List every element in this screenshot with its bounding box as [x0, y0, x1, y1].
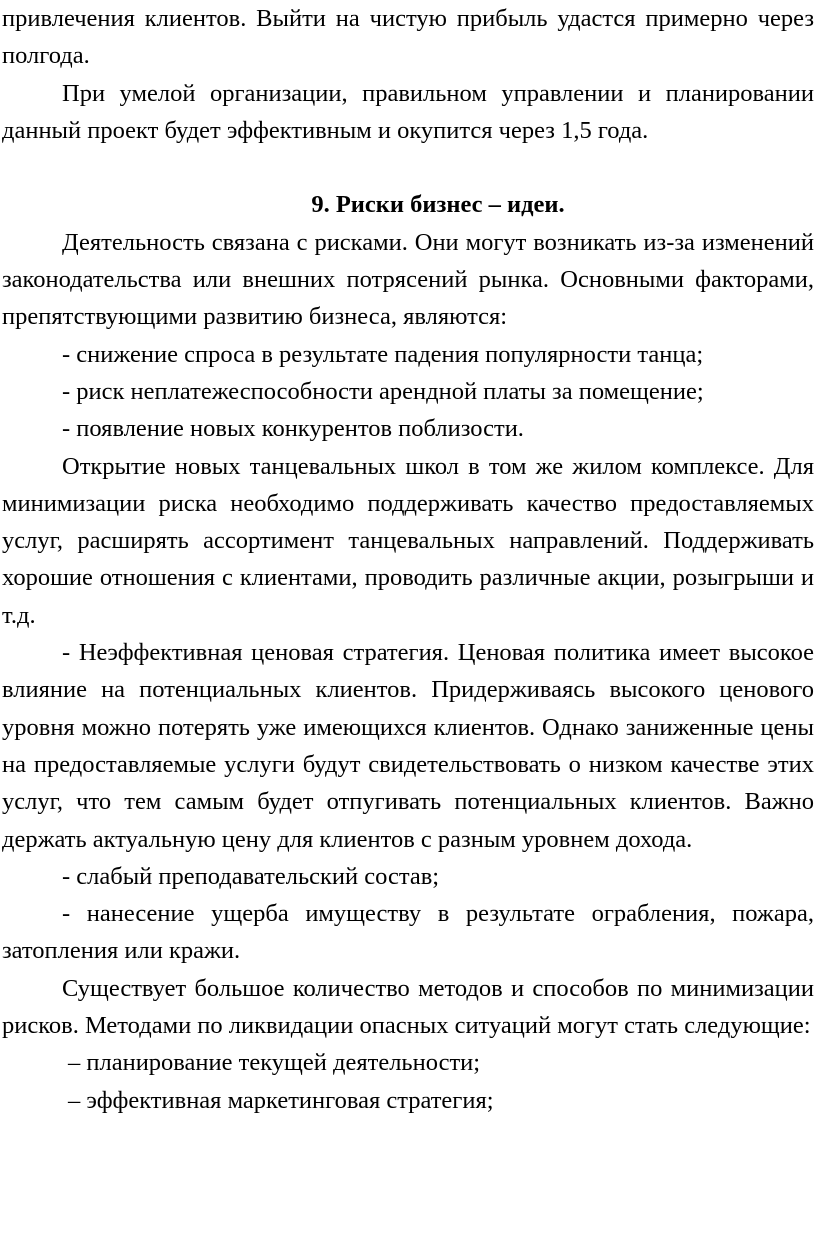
list-item-planning: – планирование текущей деятельности; — [68, 1049, 481, 1077]
list-item-property-damage: - нанесение ущерба имуществу в результате ограбления, пожара, затопления или кражи. — [2, 900, 814, 965]
paragraph-client-acquisition: привлечения клиентов. Выйти на чистую прибыль удастся примерно через полгода. — [2, 5, 814, 70]
paragraph-risks-intro: Деятельность связана с рисками. Они могут возникать из-за изменений законодательства или внешних потрясений рынка. Основными факторами, препятствующими развитию бизнеса, являются: — [2, 228, 814, 331]
blank-line — [2, 149, 814, 186]
paragraph-pricing: - Неэффективная ценовая стратегия. Ценовая политика имеет высокое влияние на потенциальных клиентов. Придерживаясь высокого ценового уровня можно потерять уже имеющихся клиентов. Однако заниженные цены на предоставляемые услуги будут свидетельствовать о низком качестве этих услуг, что тем самым будет отпугивать потенциальных клиентов. Важно держать актуальную цену для клиентов с разным уровнем дохода. — [2, 639, 814, 853]
list-item-competitors: - появление новых конкурентов поблизости. — [62, 415, 524, 443]
paragraph-methods: Существует большое количество методов и способов по минимизации рисков. Методами по ликвидации опасных ситуаций могут стать следующие: — [2, 974, 814, 1040]
section-heading: 9. Риски бизнес – идеи. — [311, 191, 565, 219]
list-item-staff: - слабый преподавательский состав; — [62, 862, 440, 890]
list-item-demand: - снижение спроса в результате падения популярности танца; — [62, 340, 704, 368]
list-item-rent: - риск неплатежеспособности арендной платы за помещение; — [62, 377, 704, 405]
paragraph-payback: При умелой организации, правильном управлении и планировании данный проект будет эффективным и окупится через 1,5 года. — [2, 79, 814, 144]
list-item-marketing: – эффективная маркетинговая стратегия; — [68, 1086, 494, 1114]
paragraph-competition: Открытие новых танцевальных школ в том же жилом комплексе. Для минимизации риска необходимо поддерживать качество предоставляемых услуг, расширять ассортимент танцевальных направлений. Поддерживать хорошие отношения с клиентами, проводить различные акции, розыгрыши и т.д. — [2, 452, 814, 629]
